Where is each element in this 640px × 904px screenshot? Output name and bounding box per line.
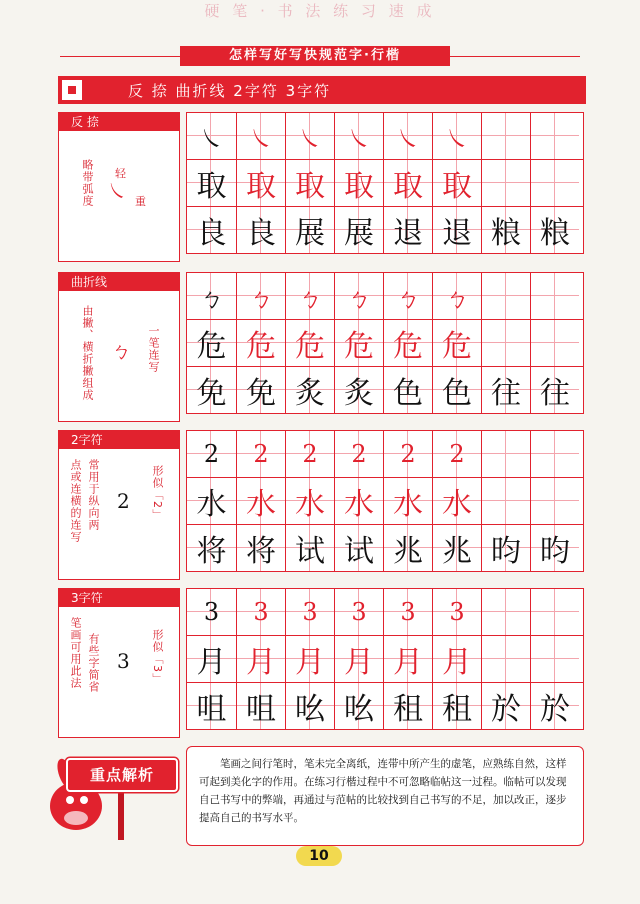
grid-cell: 月 (383, 636, 432, 682)
grid-cell: 试 (334, 525, 383, 571)
grid-row (187, 319, 583, 366)
grid-cell: 取 (334, 160, 383, 206)
grid-cell: 吆 (334, 683, 383, 729)
grid-cell (530, 113, 579, 159)
grid-cell: 兆 (383, 525, 432, 571)
side-panel-heading: 2字符 (59, 431, 179, 449)
series-ribbon: 怎样写好写快规范字·行楷 (180, 46, 450, 66)
grid-cell (481, 160, 530, 206)
grid-cell: ㇏ (432, 113, 481, 159)
grid-cell: 2 (432, 431, 481, 477)
grid-cell (530, 478, 579, 524)
side-note: 有些字简省 (87, 633, 100, 693)
grid-cell: 於 (530, 683, 579, 729)
side-note: 形似「2」 (151, 465, 164, 521)
grid-cell: 水 (383, 478, 432, 524)
grid-cell: 取 (285, 160, 334, 206)
grid-row (187, 682, 583, 729)
practice-grid (186, 430, 584, 572)
grid-cell: ㇏ (334, 113, 383, 159)
grid-row (187, 589, 583, 635)
grid-cell: 咀 (187, 683, 236, 729)
page-number: 10 (296, 846, 342, 866)
grid-cell: 炙 (334, 367, 383, 413)
grid-row (187, 524, 583, 571)
side-note: 轻 (115, 167, 126, 180)
grid-cell: 租 (432, 683, 481, 729)
grid-cell: 取 (432, 160, 481, 206)
grid-cell: 取 (236, 160, 285, 206)
grid-cell: 水 (236, 478, 285, 524)
grid-row (187, 366, 583, 413)
grid-cell: 2 (285, 431, 334, 477)
grid-cell: ㄅ (383, 273, 432, 319)
side-panel-quzhexian (58, 272, 180, 422)
grid-cell: 昀 (481, 525, 530, 571)
grid-cell: 取 (383, 160, 432, 206)
grid-cell: 往 (481, 367, 530, 413)
side-panel-heading: 曲折线 (59, 273, 179, 291)
grid-row (187, 113, 583, 159)
grid-cell (481, 478, 530, 524)
side-note: 形似「3」 (151, 629, 164, 685)
grid-cell (481, 431, 530, 477)
key-analysis-badge: 重点解析 (66, 758, 178, 792)
grid-cell: 展 (285, 207, 334, 253)
grid-cell: 退 (432, 207, 481, 253)
grid-cell: 3 (187, 589, 236, 635)
grid-cell (481, 320, 530, 366)
grid-cell: 2 (187, 431, 236, 477)
grid-cell: 免 (236, 367, 285, 413)
grid-cell: 试 (285, 525, 334, 571)
grid-cell (530, 273, 579, 319)
grid-cell: 危 (187, 320, 236, 366)
stroke-demo: ㄅ (111, 339, 131, 363)
grid-cell (481, 589, 530, 635)
analysis-text: 笔画之间行笔时，笔未完全离纸，连带中所产生的虚笔，应熟练自然，这样可起到美化字的作用。在练习行楷过程中不可忽略临帖这一过程。临帖可以发现自己书写中的弊端，再通过与范帖的比较找到自己书写的不足，加以改正，逐步提高自己的书写水平。 (199, 758, 567, 824)
grid-cell: 月 (334, 636, 383, 682)
grid-cell (530, 431, 579, 477)
grid-row (187, 159, 583, 206)
lesson-title: 反 捺 曲折线 2字符 3字符 (128, 81, 332, 100)
stroke-demo: 3 (117, 649, 130, 673)
practice-grid (186, 272, 584, 414)
grid-cell: 月 (285, 636, 334, 682)
grid-cell: 水 (432, 478, 481, 524)
grid-cell (481, 636, 530, 682)
side-panel-fannao (58, 112, 180, 262)
grid-row (187, 431, 583, 477)
analysis-box (186, 746, 584, 846)
grid-cell: ㄅ (334, 273, 383, 319)
grid-row (187, 206, 583, 253)
grid-cell: 2 (334, 431, 383, 477)
side-panel-2zifu (58, 430, 180, 580)
grid-cell: 2 (383, 431, 432, 477)
practice-grid (186, 112, 584, 254)
grid-cell: 昀 (530, 525, 579, 571)
grid-cell: 兆 (432, 525, 481, 571)
side-panel-3zifu (58, 588, 180, 738)
grid-cell: 吆 (285, 683, 334, 729)
grid-cell (481, 273, 530, 319)
side-note: 常用于纵向两 (87, 459, 100, 531)
grid-cell: 危 (236, 320, 285, 366)
grid-cell: 危 (383, 320, 432, 366)
stroke-demo: ㇏ (107, 179, 127, 203)
grid-cell: 展 (334, 207, 383, 253)
grid-cell (530, 636, 579, 682)
grid-cell: 色 (432, 367, 481, 413)
grid-cell: ㇏ (236, 113, 285, 159)
grid-cell: ㄅ (236, 273, 285, 319)
grid-cell: 3 (236, 589, 285, 635)
grid-cell: 粮 (530, 207, 579, 253)
grid-cell: 租 (383, 683, 432, 729)
grid-cell: 月 (187, 636, 236, 682)
grid-cell (530, 589, 579, 635)
grid-cell: ㄅ (432, 273, 481, 319)
grid-cell: 危 (285, 320, 334, 366)
square-icon (62, 80, 82, 100)
grid-cell: 退 (383, 207, 432, 253)
grid-cell: 水 (285, 478, 334, 524)
grid-cell: 危 (432, 320, 481, 366)
grid-cell: ㄅ (187, 273, 236, 319)
side-note: 由撇、横折撇组成 (81, 305, 94, 401)
side-note: 重 (135, 195, 146, 208)
side-note: 点或连横的连写 (69, 459, 82, 543)
grid-cell: 良 (187, 207, 236, 253)
side-panel-heading: 3字符 (59, 589, 179, 607)
practice-grid (186, 588, 584, 730)
grid-row (187, 273, 583, 319)
top-running-header: 硬 笔 · 书 法 练 习 速 成 (204, 2, 436, 20)
grid-cell: ㇏ (383, 113, 432, 159)
grid-cell: 於 (481, 683, 530, 729)
grid-cell: 良 (236, 207, 285, 253)
grid-cell: 月 (432, 636, 481, 682)
grid-cell: 3 (334, 589, 383, 635)
grid-row (187, 477, 583, 524)
grid-cell (530, 320, 579, 366)
grid-cell: 水 (187, 478, 236, 524)
grid-cell: 往 (530, 367, 579, 413)
stroke-demo: 2 (117, 489, 130, 513)
side-note: 笔画可用此法 (69, 617, 82, 689)
grid-cell: 危 (334, 320, 383, 366)
grid-cell: 3 (383, 589, 432, 635)
grid-cell: ㇏ (285, 113, 334, 159)
grid-cell: 水 (334, 478, 383, 524)
grid-cell: 将 (236, 525, 285, 571)
grid-cell: 取 (187, 160, 236, 206)
grid-cell (481, 113, 530, 159)
grid-cell: 3 (285, 589, 334, 635)
grid-cell: 将 (187, 525, 236, 571)
side-panel-heading: 反 捺 (59, 113, 179, 131)
grid-cell: 3 (432, 589, 481, 635)
grid-cell: 炙 (285, 367, 334, 413)
side-note: 一笔连写 (147, 325, 160, 373)
grid-cell: 月 (236, 636, 285, 682)
grid-cell: 2 (236, 431, 285, 477)
side-note: 略带弧度 (81, 159, 94, 207)
grid-cell: 咀 (236, 683, 285, 729)
grid-cell: 免 (187, 367, 236, 413)
grid-cell (530, 160, 579, 206)
grid-cell: 粮 (481, 207, 530, 253)
grid-row (187, 635, 583, 682)
lesson-title-bar (58, 76, 586, 104)
grid-cell: 色 (383, 367, 432, 413)
grid-cell: ㄅ (285, 273, 334, 319)
grid-cell: ㇏ (187, 113, 236, 159)
